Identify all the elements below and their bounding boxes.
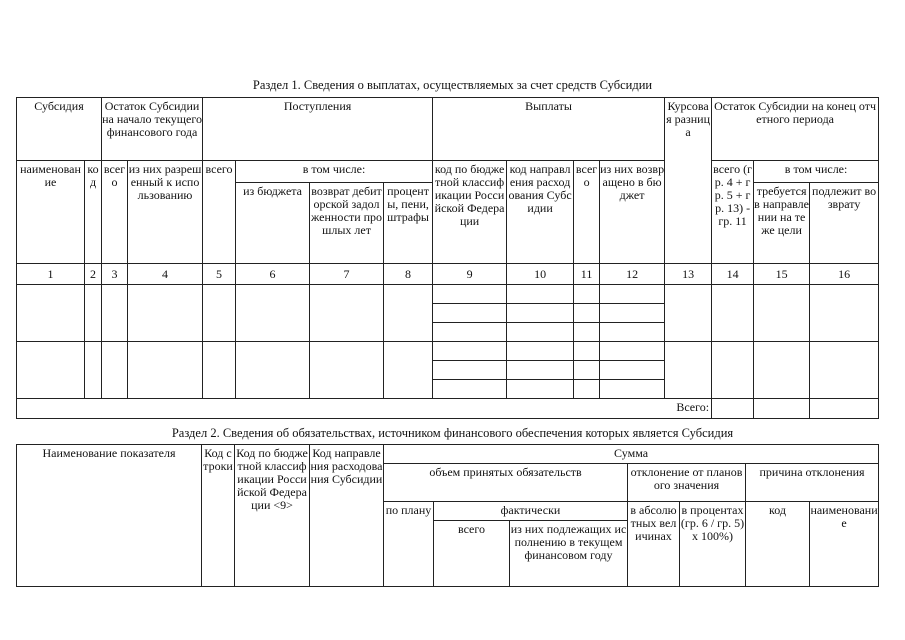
data-cell[interactable] <box>17 342 85 399</box>
column-number: 14 <box>712 264 754 285</box>
total-cell[interactable] <box>810 399 879 419</box>
data-cell[interactable] <box>574 285 600 304</box>
header-direction-code: код направления расходования Субсидии <box>507 161 574 264</box>
data-cell[interactable] <box>712 342 754 399</box>
header-balance-start: Остаток Субсидии на начало текущего финансового года <box>102 98 203 161</box>
column-number: 9 <box>433 264 507 285</box>
data-cell[interactable] <box>128 342 203 399</box>
column-number: 5 <box>203 264 236 285</box>
data-cell[interactable] <box>236 342 310 399</box>
header-reason-code: код <box>746 502 810 587</box>
data-cell[interactable] <box>600 380 665 399</box>
data-cell[interactable] <box>574 323 600 342</box>
data-cell[interactable] <box>507 342 574 361</box>
header-exchange-diff: Курсовая разница <box>665 98 712 264</box>
data-cell[interactable] <box>600 361 665 380</box>
header-to-return: подлежит возврату <box>810 183 879 264</box>
column-number: 11 <box>574 264 600 285</box>
column-number: 16 <box>810 264 879 285</box>
header-receipts-including: в том числе: <box>236 161 433 183</box>
header-actual-current-year: из них подлежащих исполнению в текущем финансовом году <box>510 521 628 587</box>
column-number: 10 <box>507 264 574 285</box>
header-percent: в процентах (гр. 6 / гр. 5) x 100%) <box>680 502 746 587</box>
column-number: 15 <box>754 264 810 285</box>
column-number: 1 <box>17 264 85 285</box>
data-cell[interactable] <box>507 323 574 342</box>
header-obligations-volume: объем принятых обязательств <box>384 464 628 502</box>
data-cell[interactable] <box>433 361 507 380</box>
header-by-plan: по плану <box>384 502 434 587</box>
data-cell[interactable] <box>433 380 507 399</box>
data-cell[interactable] <box>310 342 384 399</box>
data-cell[interactable] <box>507 380 574 399</box>
column-number: 6 <box>236 264 310 285</box>
data-cell[interactable] <box>203 342 236 399</box>
header-receipts-total: всего <box>203 161 236 264</box>
header-balance-total: всего <box>102 161 128 264</box>
column-number: 13 <box>665 264 712 285</box>
data-cell[interactable] <box>574 361 600 380</box>
header-absolute: в абсолютных величинах <box>628 502 680 587</box>
header-returned: из них возвращено в бюджет <box>600 161 665 264</box>
header-interest: проценты, пени, штрафы <box>384 183 433 264</box>
data-cell[interactable] <box>433 323 507 342</box>
data-cell[interactable] <box>17 285 85 342</box>
column-number: 3 <box>102 264 128 285</box>
header-payments-total: всего <box>574 161 600 264</box>
header-amount: Сумма <box>384 445 879 464</box>
data-cell[interactable] <box>754 342 810 399</box>
header-direction-code: Код направления расходования Субсидии <box>310 445 384 587</box>
data-cell[interactable] <box>574 304 600 323</box>
header-required: требуется в направлении на те же цели <box>754 183 810 264</box>
header-budget-class-code: Код по бюджетной классификации Российской Федерации <9> <box>235 445 310 587</box>
total-cell[interactable] <box>712 399 754 419</box>
data-cell[interactable] <box>507 361 574 380</box>
data-cell[interactable] <box>85 285 102 342</box>
header-receipts: Поступления <box>203 98 433 161</box>
data-cell[interactable] <box>600 342 665 361</box>
data-cell[interactable] <box>574 342 600 361</box>
header-payments: Выплаты <box>433 98 665 161</box>
data-cell[interactable] <box>384 285 433 342</box>
data-cell[interactable] <box>754 285 810 342</box>
data-cell[interactable] <box>433 342 507 361</box>
data-cell[interactable] <box>433 304 507 323</box>
data-cell[interactable] <box>665 285 712 342</box>
data-cell[interactable] <box>85 342 102 399</box>
header-balance-end: Остаток Субсидии на конец отчетного периода <box>712 98 879 161</box>
data-cell[interactable] <box>712 285 754 342</box>
data-cell[interactable] <box>236 285 310 342</box>
header-name: наименование <box>17 161 85 264</box>
total-cell[interactable] <box>754 399 810 419</box>
section1-title: Раздел 1. Сведения о выплатах, осуществляемых за счет средств Субсидии <box>252 78 653 92</box>
header-end-total: всего (гр. 4 + гр. 5 + гр. 13) - гр. 11 <box>712 161 754 264</box>
data-cell[interactable] <box>310 285 384 342</box>
data-cell[interactable] <box>433 285 507 304</box>
total-label: Всего: <box>17 399 712 419</box>
data-cell[interactable] <box>600 304 665 323</box>
data-cell[interactable] <box>102 342 128 399</box>
data-cell[interactable] <box>600 323 665 342</box>
header-indicator-name: Наименование показателя <box>17 445 202 587</box>
header-code: код <box>85 161 102 264</box>
data-cell[interactable] <box>810 342 879 399</box>
header-deviation: отклонение от планового значения <box>628 464 746 502</box>
data-cell[interactable] <box>600 285 665 304</box>
column-number: 12 <box>600 264 665 285</box>
header-line-code: Код строки <box>202 445 235 587</box>
data-cell[interactable] <box>507 304 574 323</box>
header-actual-total: всего <box>434 521 510 587</box>
data-cell[interactable] <box>384 342 433 399</box>
data-cell[interactable] <box>507 285 574 304</box>
data-cell[interactable] <box>102 285 128 342</box>
column-number: 8 <box>384 264 433 285</box>
column-number: 7 <box>310 264 384 285</box>
header-budget-class-code: код по бюджетной классификации Российской Федерации <box>433 161 507 264</box>
data-cell[interactable] <box>128 285 203 342</box>
section2-title: Раздел 2. Сведения об обязательствах, источником финансового обеспечения которых является Субсидия <box>171 426 734 440</box>
header-actual: фактически <box>434 502 628 521</box>
data-cell[interactable] <box>810 285 879 342</box>
header-subsidy: Субсидия <box>17 98 102 161</box>
data-cell[interactable] <box>574 380 600 399</box>
section2-table <box>16 444 879 587</box>
header-return-receivables: возврат дебиторской задолженности прошлых лет <box>310 183 384 264</box>
header-allowed: из них разрешенный к использованию <box>128 161 203 264</box>
section1-table <box>16 97 879 419</box>
header-end-including: в том числе: <box>754 161 879 183</box>
column-number: 2 <box>85 264 102 285</box>
data-cell[interactable] <box>203 285 236 342</box>
header-deviation-reason: причина отклонения <box>746 464 879 502</box>
data-cell[interactable] <box>665 342 712 399</box>
header-reason-name: наименование <box>810 502 879 587</box>
header-from-budget: из бюджета <box>236 183 310 264</box>
column-number: 4 <box>128 264 203 285</box>
